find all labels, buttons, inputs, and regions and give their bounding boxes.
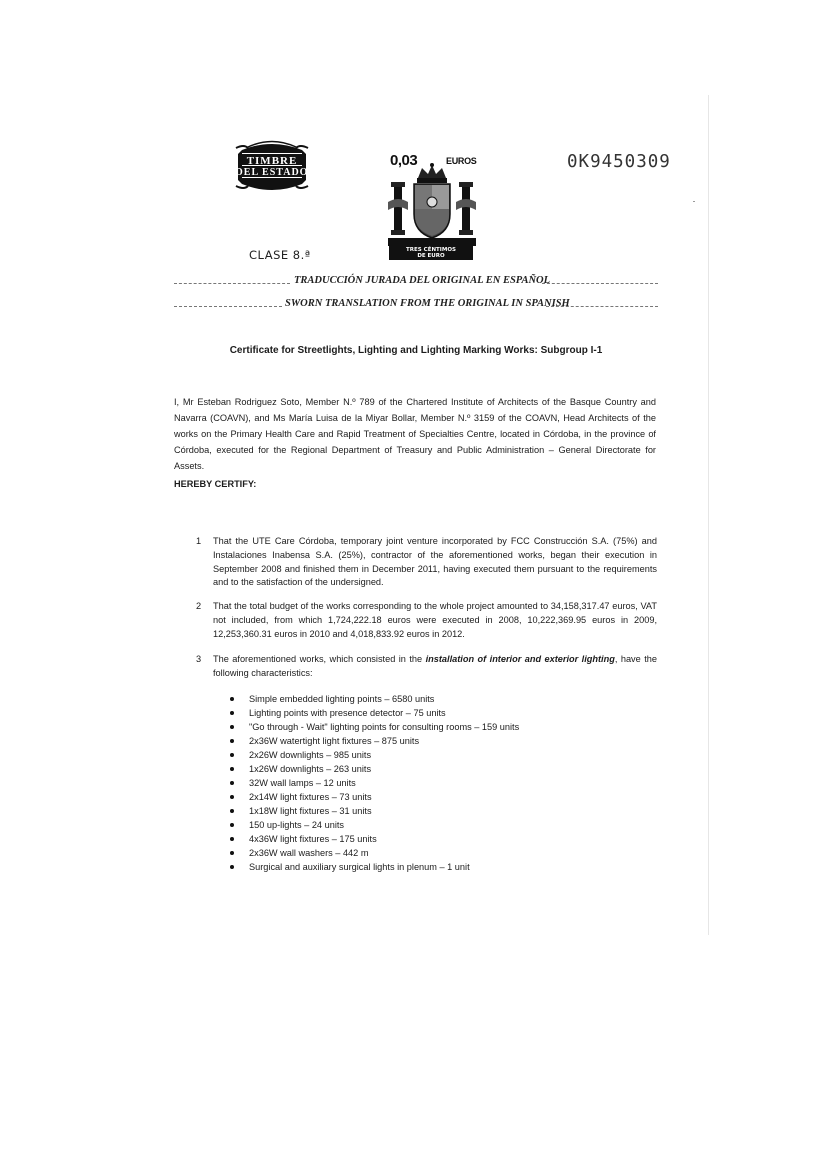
- list-item-text: "Go through - Wait" lighting points for consulting rooms – 159 units: [249, 722, 520, 732]
- bullet-icon: [230, 767, 234, 771]
- list-item: [230, 748, 519, 762]
- list-item: [230, 860, 519, 874]
- list-item-text: 32W wall lamps – 12 units: [249, 778, 356, 788]
- bullet-icon: [230, 809, 234, 813]
- item-number: 2: [196, 601, 202, 611]
- bullet-icon: [230, 725, 234, 729]
- bullet-icon: [230, 837, 234, 841]
- dash-line: [542, 283, 658, 284]
- dash-line: [546, 306, 658, 307]
- list-item-text: Lighting points with presence detector – 75 units: [249, 708, 446, 718]
- intro-paragraph: I, Mr Esteban Rodriguez Soto, Member N.º 789 of the Chartered Institute of Architects of the Basque Country and Navarra (COAVN), and Ms María Luisa de la Miyar Bollar, Member N.º 3159 of the COAVN, Head Architects of the works on the Primary Health Care and Rapid Treatment of Specialties Centre, located in Córdoba, in the province of Córdoba, executed for the Regional Department of Treasury and Public Administration – General Directorate for Assets.: [174, 397, 656, 471]
- list-item: [230, 776, 519, 790]
- timbre-line-2: DEL ESTADO: [235, 167, 309, 178]
- bullet-icon: [230, 711, 234, 715]
- item-number: 3: [196, 654, 202, 664]
- list-item-text: 2x36W watertight light fixtures – 875 units: [249, 736, 420, 746]
- timbre-line-1: TIMBRE: [246, 155, 298, 167]
- bullet-icon: [230, 697, 234, 701]
- item-text: [213, 653, 657, 681]
- list-item-text: Simple embedded lighting points – 6580 units: [249, 694, 435, 704]
- item-text: That the total budget of the works corresponding to the whole project amounted to 34,158,317.47 euros, VAT not included, from which 1,724,222.18 euros were executed in 2008, 10,222,369.95 euros in 2009, 12,253,360.31 euros in 2010 and 4,018,833.92 euros in 2012.: [213, 601, 657, 639]
- scan-speck: [693, 201, 695, 202]
- list-item: [230, 734, 519, 748]
- spanish-translation-heading: [174, 275, 658, 289]
- list-item: [230, 818, 519, 832]
- list-item: [230, 804, 519, 818]
- item-text-end: , have the following characteristics:: [213, 654, 657, 678]
- bullet-icon: [230, 739, 234, 743]
- list-item: [230, 846, 519, 860]
- hereby-certify-label: HEREBY CERTIFY:: [174, 479, 257, 489]
- characteristics-list: [230, 692, 519, 874]
- list-item-text: 4x36W light fixtures – 175 units: [249, 834, 377, 844]
- bullet-icon: [230, 851, 234, 855]
- list-item: [230, 720, 519, 734]
- certificate-title: Certificate for Streetlights, Lighting and Lighting Marking Works: Subgroup I-1: [229, 345, 603, 356]
- english-translation-heading: [174, 298, 658, 312]
- stamp-value: 0,03: [390, 152, 418, 169]
- dash-line: [174, 306, 282, 307]
- value-words-line-2: DE EURO: [417, 253, 445, 259]
- bullet-icon: [230, 795, 234, 799]
- stamp-value-words: [389, 246, 473, 260]
- list-item-text: 2x26W downlights – 985 units: [249, 750, 372, 760]
- serial-number: 0K9450309: [567, 152, 671, 172]
- list-item-text: 1x26W downlights – 263 units: [249, 764, 372, 774]
- item-text-start: The aforementioned works, which consisted in the: [213, 654, 426, 664]
- dash-line: [174, 283, 290, 284]
- item-number: 1: [196, 536, 202, 546]
- stamp-currency: EUROS: [446, 156, 477, 166]
- spanish-heading-text: TRADUCCIÓN JURADA DEL ORIGINAL EN ESPAÑOL: [294, 275, 551, 286]
- list-item: [230, 692, 519, 706]
- list-item: [230, 790, 519, 804]
- item-text-emphasis: installation of interior and exterior lighting: [425, 654, 615, 664]
- bullet-icon: [230, 753, 234, 757]
- list-item: [230, 706, 519, 720]
- bullet-icon: [230, 823, 234, 827]
- list-item-text: Surgical and auxiliary surgical lights in plenum – 1 unit: [249, 862, 470, 872]
- list-item-text: 150 up-lights – 24 units: [249, 820, 345, 830]
- list-item-text: 1x18W light fixtures – 31 units: [249, 806, 372, 816]
- list-item: [230, 762, 519, 776]
- page-edge-line: [708, 95, 709, 935]
- class-label: CLASE 8.ª: [249, 248, 311, 262]
- coat-of-arms-icon: [384, 162, 480, 248]
- list-item-text: 2x36W wall washers – 442 m: [249, 848, 369, 858]
- value-words-line-1: TRES CÉNTIMOS: [406, 247, 456, 253]
- timbre-del-estado-badge: [234, 140, 310, 192]
- bullet-icon: [230, 781, 234, 785]
- list-item: [230, 832, 519, 846]
- item-text: That the UTE Care Córdoba, temporary joint venture incorporated by FCC Construcción S.A. (75%) and Instalaciones Inabensa S.A. (25%), contractor of the aforementioned works, began their execution in September 2008 and finished them in December 2011, having executed them pursuant to the requirements and to the satisfaction of the undersigned.: [213, 536, 657, 588]
- list-item-text: 2x14W light fixtures – 73 units: [249, 792, 372, 802]
- english-heading-text: SWORN TRANSLATION FROM THE ORIGINAL IN SPANISH: [285, 298, 570, 309]
- bullet-icon: [230, 865, 234, 869]
